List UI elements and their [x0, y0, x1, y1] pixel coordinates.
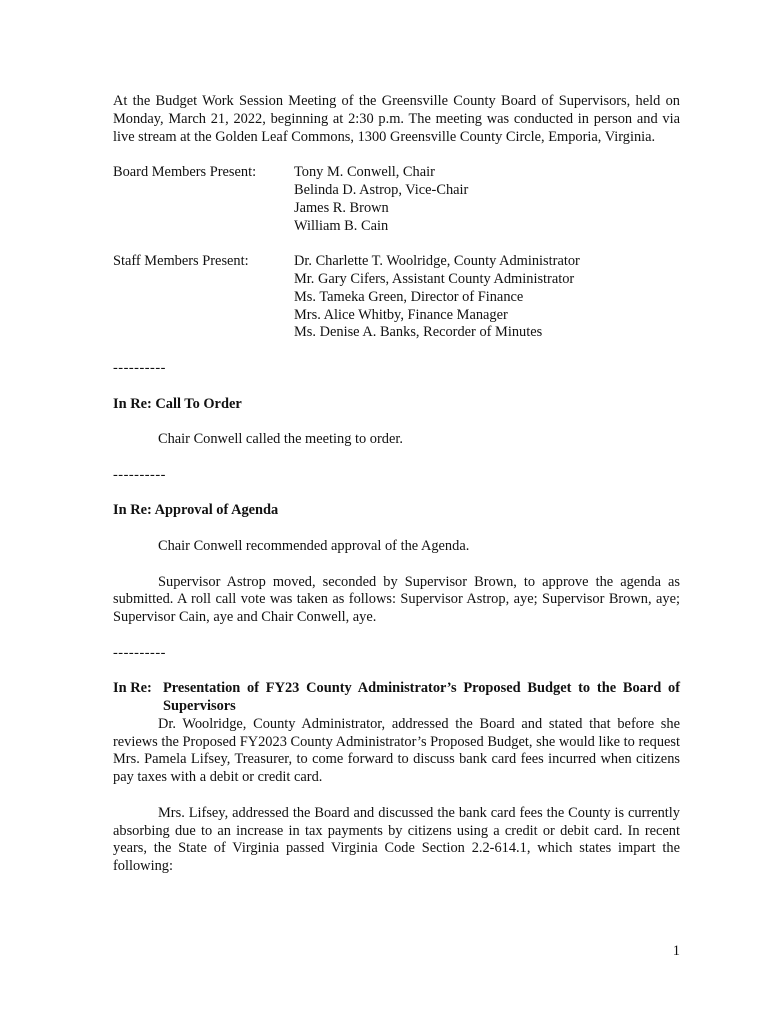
- staff-members-label: Staff Members Present:: [113, 253, 249, 270]
- board-members-label: Board Members Present:: [113, 164, 257, 181]
- staff-member-name: Mrs. Alice Whitby, Finance Manager: [294, 306, 508, 323]
- section-separator: ----------: [113, 466, 166, 483]
- section-separator: ----------: [113, 644, 166, 661]
- section-separator: ----------: [113, 359, 166, 376]
- page-number: 1: [672, 943, 680, 959]
- board-member-name: William B. Cain: [294, 217, 389, 234]
- board-member-name: Tony M. Conwell, Chair: [294, 164, 435, 181]
- board-members-present: [113, 164, 680, 235]
- budget-paragraph: Dr. Woolridge, County Administrator, addressed the Board and stated that before she reviews the Proposed FY2023 County Administrator’s Proposed Budget, she would like to request Mrs. Pamela Lifsey, Treasurer, to come forward to discuss bank card fees incurred when citizens pay taxes with a debit or credit card.: [113, 715, 680, 786]
- budget-paragraph: Mrs. Lifsey, addressed the Board and discussed the bank card fees the County is currently absorbing due to an increase in tax payments by citizens using a credit or debit card. In recent years, the State of Virginia passed Virginia Code Section 2.2-614.1, which states impart the following:: [113, 804, 680, 875]
- staff-member-name: Mr. Gary Cifers, Assistant County Administrator: [294, 270, 575, 287]
- agenda-vote-paragraph: Supervisor Astrop moved, seconded by Supervisor Brown, to approve the agenda as submitted. A roll call vote was taken as follows: Supervisor Astrop, aye; Supervisor Brown, aye; Supervisor Cain, aye and Chair Conwell, aye.: [113, 573, 680, 626]
- staff-members-list: [294, 253, 680, 342]
- staff-members-present: [113, 253, 680, 342]
- board-member-name: Belinda D. Astrop, Vice-Chair: [294, 181, 469, 198]
- agenda-paragraph: Chair Conwell recommended approval of the Agenda.: [158, 537, 470, 554]
- staff-member-name: Dr. Charlette T. Woolridge, County Administrator: [294, 253, 580, 270]
- staff-member-name: Ms. Denise A. Banks, Recorder of Minutes: [294, 324, 543, 341]
- call-to-order-paragraph: Chair Conwell called the meeting to order.: [158, 431, 403, 448]
- heading-prefix: In Re:: [113, 680, 152, 697]
- board-member-name: James R. Brown: [294, 199, 389, 216]
- section-heading-budget-presentation: [113, 680, 680, 716]
- intro-paragraph: At the Budget Work Session Meeting of the Greensville County Board of Supervisors, held on Monday, March 21, 2022, beginning at 2:30 p.m. The meeting was conducted in person and via live stream at the Golden Leaf Commons, 1300 Greensville County Circle, Emporia, Virginia.: [113, 93, 680, 145]
- staff-member-name: Ms. Tameka Green, Director of Finance: [294, 288, 524, 305]
- minutes-body: [113, 93, 680, 876]
- heading-title: Presentation of FY23 County Administrator’s Proposed Budget to the Board of Supervisors: [163, 680, 680, 715]
- section-heading-call-to-order: In Re: Call To Order: [113, 395, 242, 412]
- board-members-list: [294, 164, 680, 235]
- section-heading-approval-of-agenda: In Re: Approval of Agenda: [113, 502, 279, 519]
